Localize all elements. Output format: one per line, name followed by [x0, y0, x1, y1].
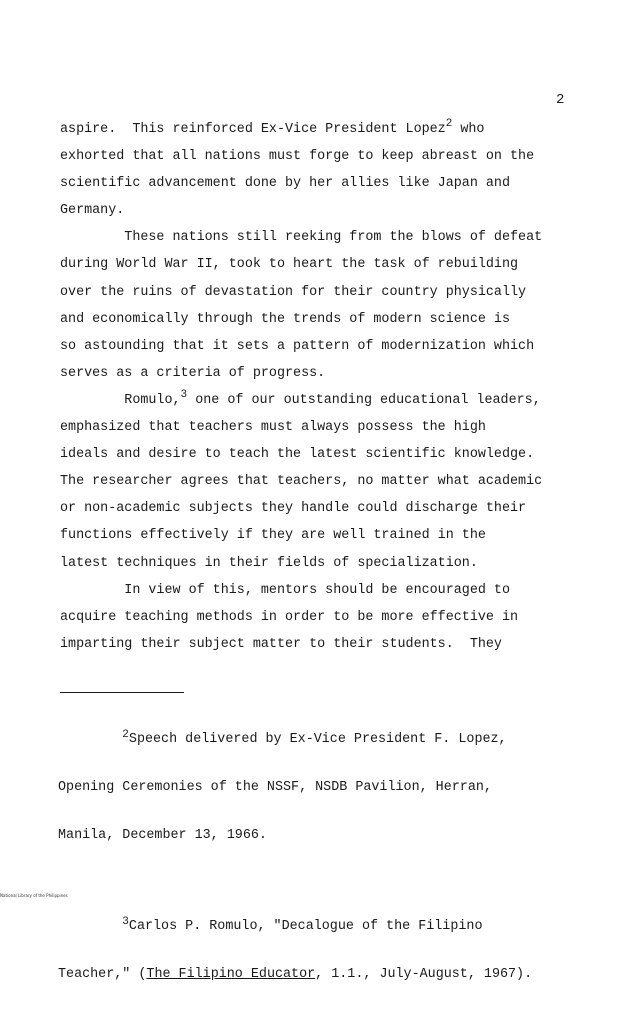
- body-line: during World War II, took to heart the task of rebuilding: [60, 257, 519, 273]
- footnote-3-line-2: Teacher," (The Filipino Educator, 1.1., July-August, 1967).: [58, 967, 533, 982]
- body-line: These nations still reeking from the blows of defeat: [60, 230, 543, 246]
- body-line: over the ruins of devastation for their country physically: [60, 284, 527, 300]
- body-text: [60, 116, 580, 658]
- body-line: or non-academic subjects they handle could discharge their: [60, 501, 527, 517]
- footnote-separator: [60, 692, 184, 693]
- cited-publication-title: The Filipino Educator: [146, 967, 316, 982]
- footnotes: [58, 700, 598, 1015]
- body-line: functions effectively if they are well trained in the: [60, 528, 486, 544]
- page-number: 2: [556, 92, 565, 108]
- body-line: so astounding that it sets a pattern of modernization which: [60, 338, 535, 354]
- body-line: aspire. This reinforced Ex-Vice President Lopez$^2$ who: [60, 118, 485, 137]
- body-line: Romulo,$^3$ one of our outstanding educational leaders,: [60, 388, 541, 408]
- footnote-2-line-3: Manila, December 13, 1966.: [58, 828, 267, 843]
- footnote-2-line-1: $^2$Speech delivered by Ex-Vice President F. Lopez,: [122, 729, 507, 747]
- body-line: scientific advancement done by her allies like Japan and: [60, 176, 510, 192]
- body-line: The researcher agrees that teachers, no matter what academic: [60, 474, 543, 490]
- footnote-2-marker: 2: [122, 729, 129, 741]
- body-line: emphasized that teachers must always possess the high: [60, 420, 486, 436]
- footnote-3-marker: 3: [122, 916, 129, 928]
- body-line: and economically through the trends of modern science is: [60, 311, 510, 327]
- body-line: latest techniques in their fields of specialization.: [60, 555, 478, 571]
- body-line: serves as a criteria of progress.: [60, 365, 326, 381]
- body-line: exhorted that all nations must forge to keep abreast on the: [60, 149, 535, 165]
- footnote-reference: 3: [180, 388, 188, 401]
- microfilm-label: National Library of the Philippines: [0, 893, 68, 898]
- footnote-3-line-1: $^3$Carlos P. Romulo, "Decalogue of the Filipino: [122, 916, 483, 934]
- body-line: In view of this, mentors should be encouraged to: [60, 582, 510, 598]
- footnote-2-line-2: Opening Ceremonies of the NSSF, NSDB Pavilion, Herran,: [58, 780, 492, 795]
- body-line: imparting their subject matter to their students. They: [60, 636, 502, 652]
- body-line: ideals and desire to teach the latest scientific knowledge.: [60, 447, 535, 463]
- body-line: Germany.: [60, 203, 125, 219]
- footnote-reference: 2: [445, 118, 453, 130]
- body-line: acquire teaching methods in order to be more effective in: [60, 609, 519, 625]
